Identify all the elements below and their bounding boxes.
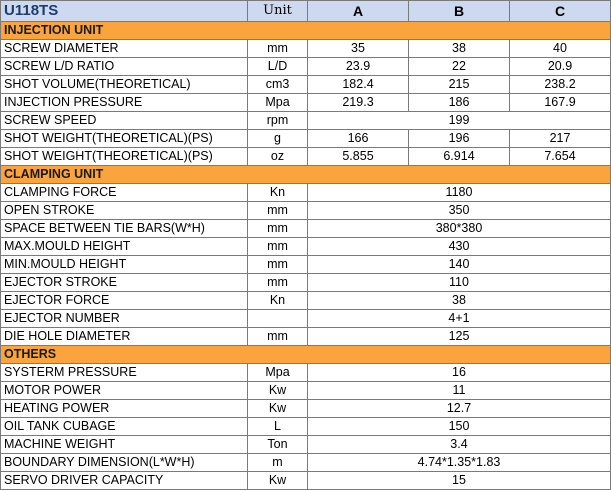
spec-unit: mm	[248, 220, 308, 238]
spec-row	[1, 184, 611, 202]
spec-row	[1, 436, 611, 454]
spec-label: SERVO DRIVER CAPACITY	[1, 472, 248, 490]
spec-unit: Kw	[248, 382, 308, 400]
spec-value-shared: 15	[308, 472, 611, 490]
spec-row	[1, 292, 611, 310]
section-row	[1, 166, 611, 184]
spec-row	[1, 220, 611, 238]
spec-unit: mm	[248, 202, 308, 220]
spec-value-c: 40	[510, 40, 611, 58]
spec-value-shared: 199	[308, 112, 611, 130]
spec-unit: mm	[248, 256, 308, 274]
spec-label: SHOT VOLUME(THEORETICAL)	[1, 76, 248, 94]
spec-value-shared: 4.74*1.35*1.83	[308, 454, 611, 472]
spec-row	[1, 238, 611, 256]
header-row	[1, 1, 611, 22]
spec-row	[1, 382, 611, 400]
spec-label: OPEN STROKE	[1, 202, 248, 220]
spec-row	[1, 274, 611, 292]
spec-row	[1, 418, 611, 436]
spec-value-b: 186	[409, 94, 510, 112]
spec-row	[1, 400, 611, 418]
spec-row	[1, 310, 611, 328]
spec-label: SHOT WEIGHT(THEORETICAL)(PS)	[1, 148, 248, 166]
spec-value-b: 215	[409, 76, 510, 94]
spec-label: MACHINE WEIGHT	[1, 436, 248, 454]
spec-value-shared: 350	[308, 202, 611, 220]
spec-label: SCREW DIAMETER	[1, 40, 248, 58]
spec-unit: Kn	[248, 184, 308, 202]
spec-value-a: 23.9	[308, 58, 409, 76]
spec-unit: m	[248, 454, 308, 472]
spec-value-c: 20.9	[510, 58, 611, 76]
section-title: OTHERS	[1, 346, 611, 364]
spec-value-c: 238.2	[510, 76, 611, 94]
section-title: CLAMPING UNIT	[1, 166, 611, 184]
spec-unit: mm	[248, 328, 308, 346]
spec-value-shared: 150	[308, 418, 611, 436]
spec-value-shared: 38	[308, 292, 611, 310]
spec-row	[1, 454, 611, 472]
spec-value-b: 196	[409, 130, 510, 148]
spec-label: OIL TANK CUBAGE	[1, 418, 248, 436]
spec-label: SCREW L/D RATIO	[1, 58, 248, 76]
spec-unit: L/D	[248, 58, 308, 76]
model-name: U118TS	[1, 1, 248, 22]
spec-unit	[248, 310, 308, 328]
spec-row	[1, 76, 611, 94]
spec-label: EJECTOR FORCE	[1, 292, 248, 310]
spec-unit: Mpa	[248, 364, 308, 382]
spec-label: EJECTOR NUMBER	[1, 310, 248, 328]
spec-value-a: 35	[308, 40, 409, 58]
spec-unit: mm	[248, 274, 308, 292]
spec-value-b: 38	[409, 40, 510, 58]
spec-unit: Kw	[248, 400, 308, 418]
spec-value-a: 5.855	[308, 148, 409, 166]
spec-label: CLAMPING FORCE	[1, 184, 248, 202]
column-b-header: B	[409, 1, 510, 22]
spec-label: MAX.MOULD HEIGHT	[1, 238, 248, 256]
spec-value-c: 217	[510, 130, 611, 148]
section-row	[1, 346, 611, 364]
spec-value-shared: 1180	[308, 184, 611, 202]
spec-unit: L	[248, 418, 308, 436]
spec-value-shared: 12.7	[308, 400, 611, 418]
spec-label: HEATING POWER	[1, 400, 248, 418]
spec-label: DIE HOLE DIAMETER	[1, 328, 248, 346]
section-title: INJECTION UNIT	[1, 22, 611, 40]
spec-value-shared: 16	[308, 364, 611, 382]
spec-row	[1, 364, 611, 382]
spec-label: SCREW SPEED	[1, 112, 248, 130]
spec-value-b: 22	[409, 58, 510, 76]
spec-row	[1, 472, 611, 490]
spec-label: SPACE BETWEEN TIE BARS(W*H)	[1, 220, 248, 238]
spec-row	[1, 58, 611, 76]
spec-value-shared: 3.4	[308, 436, 611, 454]
spec-unit: rpm	[248, 112, 308, 130]
spec-label: MIN.MOULD HEIGHT	[1, 256, 248, 274]
spec-value-shared: 4+1	[308, 310, 611, 328]
spec-unit: oz	[248, 148, 308, 166]
spec-unit: mm	[248, 238, 308, 256]
spec-label: INJECTION PRESSURE	[1, 94, 248, 112]
spec-value-a: 166	[308, 130, 409, 148]
spec-unit: Ton	[248, 436, 308, 454]
spec-value-b: 6.914	[409, 148, 510, 166]
spec-unit: g	[248, 130, 308, 148]
spec-value-a: 182.4	[308, 76, 409, 94]
spec-value-shared: 430	[308, 238, 611, 256]
spec-label: SHOT WEIGHT(THEORETICAL)(PS)	[1, 130, 248, 148]
spec-value-shared: 125	[308, 328, 611, 346]
spec-value-c: 167.9	[510, 94, 611, 112]
spec-row	[1, 40, 611, 58]
spec-row	[1, 256, 611, 274]
spec-row	[1, 112, 611, 130]
unit-column-header: Unit	[248, 1, 308, 22]
spec-value-shared: 140	[308, 256, 611, 274]
spec-value-a: 219.3	[308, 94, 409, 112]
spec-unit: Mpa	[248, 94, 308, 112]
spec-label: MOTOR POWER	[1, 382, 248, 400]
spec-label: SYSTERM PRESSURE	[1, 364, 248, 382]
spec-row	[1, 202, 611, 220]
spec-value-shared: 110	[308, 274, 611, 292]
column-c-header: C	[510, 1, 611, 22]
spec-unit: cm3	[248, 76, 308, 94]
spec-row	[1, 130, 611, 148]
spec-unit: mm	[248, 40, 308, 58]
spec-unit: Kw	[248, 472, 308, 490]
spec-row	[1, 148, 611, 166]
spec-table-body	[1, 1, 611, 490]
spec-value-c: 7.654	[510, 148, 611, 166]
spec-label: EJECTOR STROKE	[1, 274, 248, 292]
spec-unit: Kn	[248, 292, 308, 310]
spec-row	[1, 94, 611, 112]
spec-row	[1, 328, 611, 346]
spec-label: BOUNDARY DIMENSION(L*W*H)	[1, 454, 248, 472]
spec-value-shared: 380*380	[308, 220, 611, 238]
spec-value-shared: 11	[308, 382, 611, 400]
section-row	[1, 22, 611, 40]
column-a-header: A	[308, 1, 409, 22]
